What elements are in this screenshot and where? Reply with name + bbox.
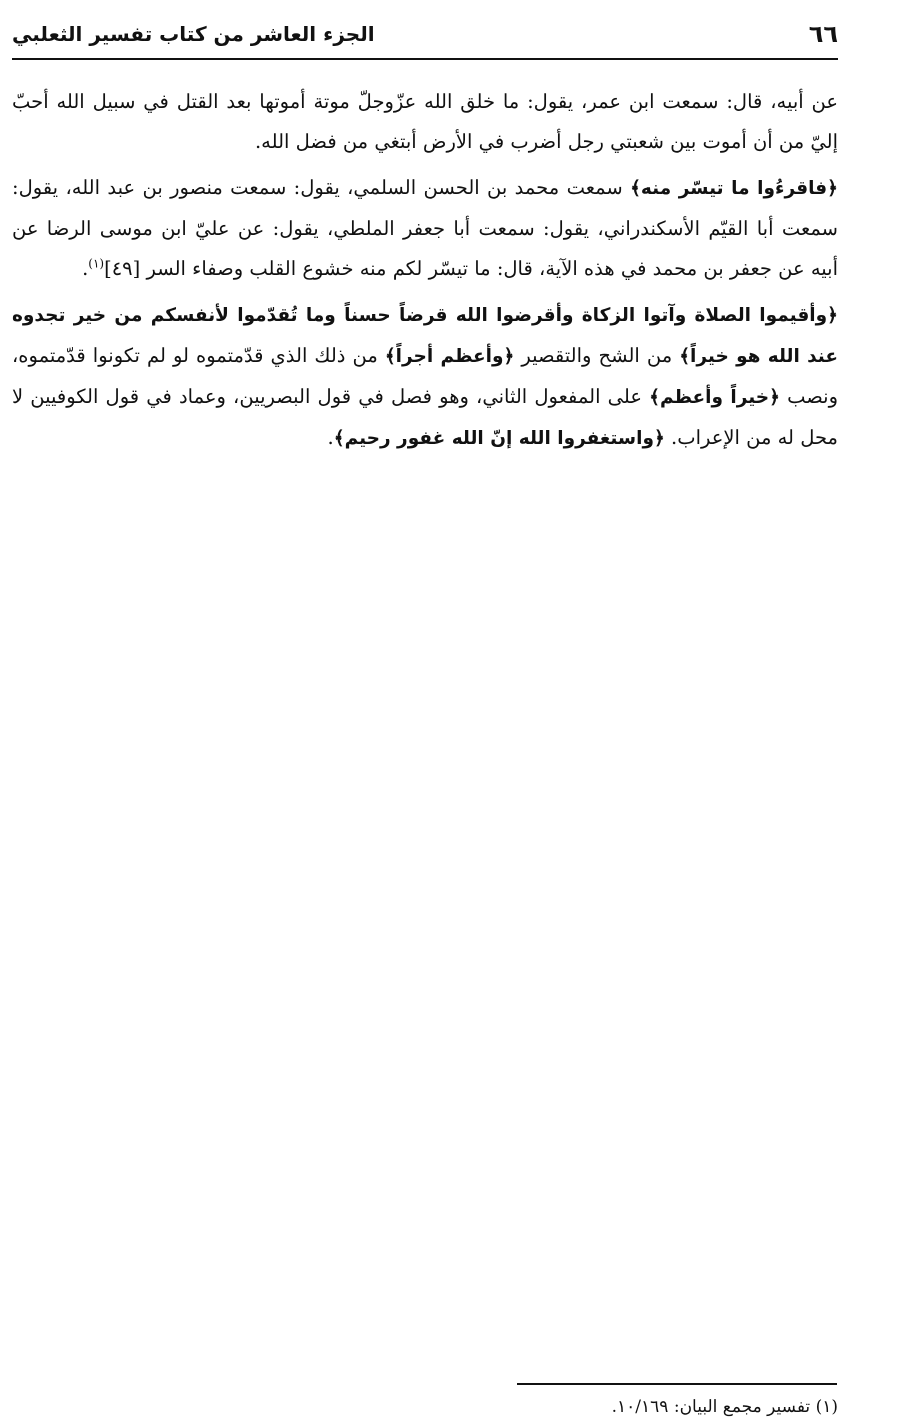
text-run: من الشح والتقصير [514, 344, 680, 367]
footnote-marker: (١) [815, 1397, 838, 1417]
text-run: عن أبيه، قال: سمعت ابن عمر، يقول: ما خلق الله عزّوجلّ موتة أموتها بعد القتل في سبيل الله أحبّ إليّ من أن أموت بين شعبتي رجل أضرب في الأرض أبتغي من فضل الله. [12, 90, 838, 153]
running-title: الجزء العاشر من كتاب تفسير الثعلبي [12, 22, 375, 46]
quran-quote: ﴿فاقرءُوا ما تيسّر منه﴾ [630, 178, 838, 199]
text-run: على المفعول الثاني، وهو فصل في قول البصريين، وعماد في قول الكوفيين لا محل له من الإعراب. [12, 385, 838, 449]
paragraph [12, 82, 838, 162]
paragraph [12, 168, 838, 289]
quran-quote: ﴿وأعظم أجراً﴾ [384, 346, 515, 367]
text-run: من ذلك الذي قدّمتموه لو لم تكونوا قدّمتموه، ونصب [12, 344, 838, 408]
page-number: ٦٦ [808, 20, 838, 48]
footnote-text: تفسير مجمع البيان: ١٠/١٦٩. [611, 1397, 811, 1417]
body-text [12, 82, 838, 465]
page-header [12, 16, 838, 60]
footnote-separator [517, 1383, 837, 1385]
text-run: . [82, 257, 89, 280]
text-run: . [327, 426, 334, 449]
text-run: سمعت محمد بن الحسن السلمي، يقول: سمعت منصور بن عبد الله، يقول: سمعت أبا القيّم الأسكندراني، يقول: سمعت أبا جعفر الملطي، يقول: عن عليّ ابن موسى الرضا عن أبيه عن جعفر بن محمد في هذه الآية، قال: ما تيسّر لكم منه خشوع القلب وصفاء السر [٤٩] [12, 176, 838, 280]
footnote-ref: (١) [88, 256, 105, 271]
footnotes [400, 1393, 838, 1421]
quran-quote: ﴿خيراً وأعظم﴾ [649, 387, 780, 408]
quran-quote: ﴿وأقيموا الصلاة وآتوا الزكاة وأقرضوا الله قرضاً حسناً وما تُقدّموا لأنفسكم من خير تجدوه عند الله هو خيراً﴾ [12, 305, 838, 367]
paragraph [12, 295, 838, 459]
footnote [400, 1393, 838, 1421]
quran-quote: ﴿واستغفروا الله إنّ الله غفور رحيم﴾ [333, 428, 665, 449]
